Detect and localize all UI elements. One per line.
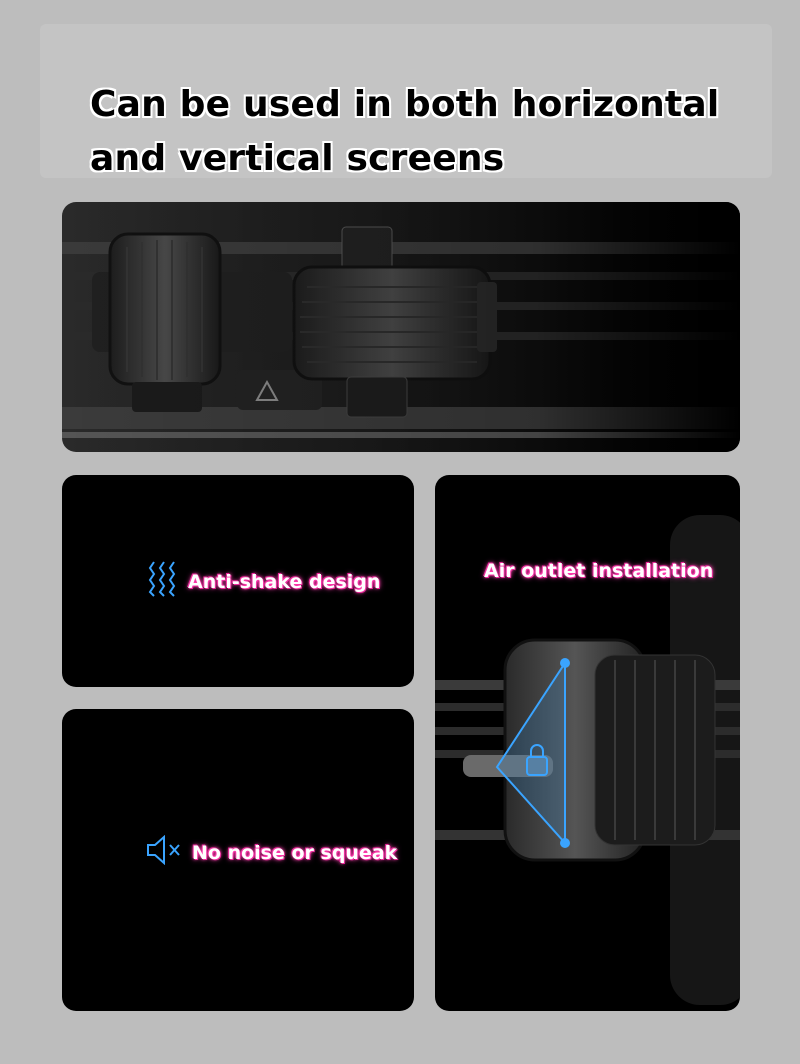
no-noise-label: No noise or squeak (192, 841, 398, 864)
air-outlet-panel (435, 475, 740, 1011)
vent-clip-illustration (435, 475, 740, 1011)
speaker-mute-icon (146, 835, 182, 870)
air-outlet-label: Air outlet installation (484, 560, 714, 582)
page-title (90, 78, 730, 186)
air-outlet-feature (484, 560, 713, 582)
phone-holders-illustration (62, 202, 740, 452)
anti-shake-label: Anti-shake design (188, 570, 381, 593)
title-line-2: and vertical screens (90, 138, 505, 179)
anti-shake-feature (148, 560, 380, 603)
title-line-1: Can be used in both horizontal (90, 84, 720, 125)
wave-lines-icon (148, 560, 178, 603)
no-noise-feature (146, 835, 397, 870)
dashboard-photo (62, 202, 740, 452)
